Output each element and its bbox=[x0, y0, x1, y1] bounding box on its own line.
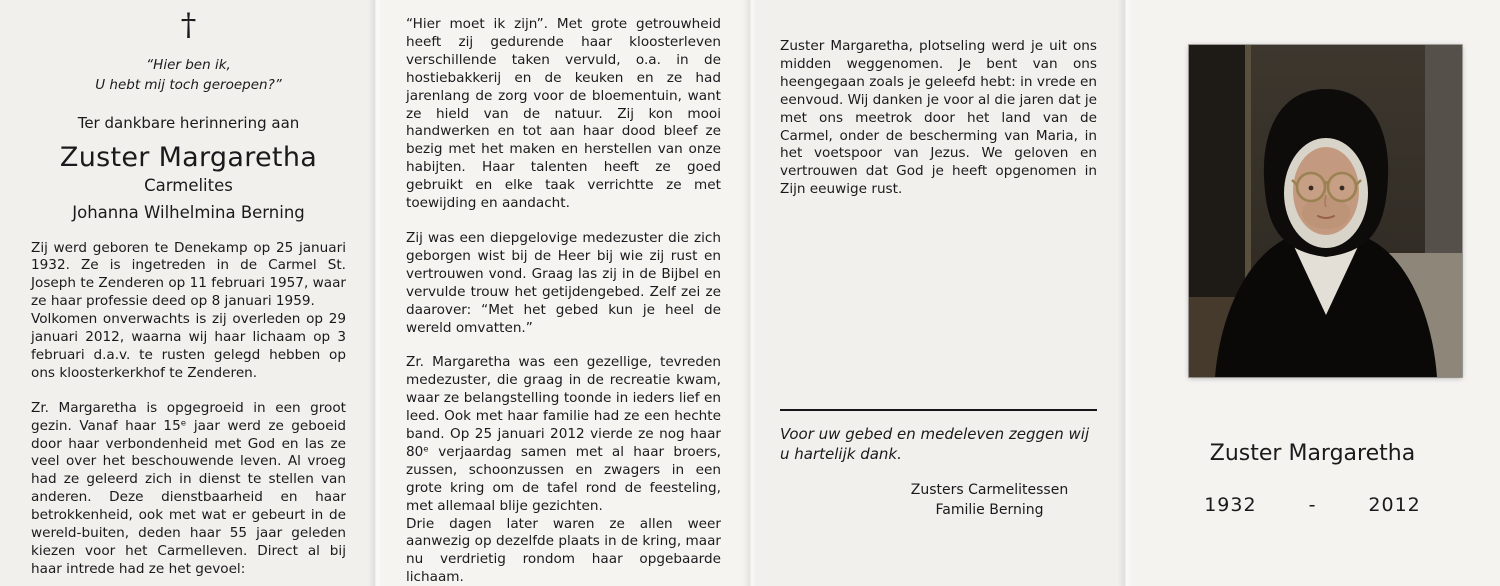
birth-name: Johanna Wilhelmina Berning bbox=[72, 202, 305, 222]
life-story-paragraph: Drie dagen later waren ze allen weer aanwezig op dezelfde plaats in de kring, maar nu verdrietig rondom haar opgebaarde lichaam. bbox=[406, 515, 721, 586]
opening-quote-line2: U hebt mij toch geroepen?” bbox=[95, 77, 282, 94]
opening-quote bbox=[31, 55, 346, 96]
thanks-text: Voor uw gebed en medeleven zeggen wij u hartelijk dank. bbox=[780, 425, 1090, 464]
life-story-paragraph: Zr. Margaretha was een gezellige, tevreden medezuster, die graag in de recreatie kwam, waar ze belangstelling toonde in ieders lief en leed. Ook met haar familie had ze een hechte band. Op 25 januari 2012 vierde ze nog haar 80ᵉ verjaardag samen met al haar broers, zussen, schoonzussen en zwagers in een grote kring om de tafel rond de feesteling, met allemaal blije gezichten. bbox=[406, 354, 721, 514]
farewell-paragraph: Zuster Margaretha, plotseling werd je uit ons midden weggenomen. Je bent van ons heengegaan zoals je geleefd hebt: in vrede en eenvoud. Wij danken je voor al die jaren dat je met ons meetrok door het land van de Carmel, onder de bescherming van Maria, in het voetspoor van Jezus. We geloven en vertrouwen dat God je heeft opgenomen in Zijn eeuwige rust. bbox=[780, 38, 1097, 198]
signature-family: Familie Berning bbox=[935, 501, 1044, 518]
life-story-paragraph: Zij was een diepgelovige medezuster die zich geborgen wist bij de Heer bij wie zij rust en vertrouwen vond. Graag las zij in de Bijbel en vervulde trouw het getijdengebed. Zelf zei ze daarover: “Met het gebed kun je heel de wereld omvatten.” bbox=[406, 229, 721, 336]
cross-icon: † bbox=[180, 7, 197, 43]
biography-paragraph: Volkomen onverwachts is zij overleden op 29 januari 2012, waarna wij haar lichaam op 3 februari d.a.v. te rusten gelegd hebben op ons kloosterkerkhof te Zenderen. bbox=[31, 311, 346, 381]
life-years bbox=[1125, 494, 1500, 516]
portrait-caption-name: Zuster Margaretha bbox=[1209, 441, 1416, 466]
deceased-name: Zuster Margaretha bbox=[59, 141, 318, 173]
year-separator: - bbox=[1308, 494, 1317, 516]
dedication-text: Ter dankbare herinnering aan bbox=[77, 113, 300, 132]
biography-paragraph: Zr. Margaretha is opgegroeid in een groot gezin. Vanaf haar 15ᵉ jaar werd ze geboeid door haar verbondenheid met God en las ze veel over het beschouwende leven. Al vroeg had ze geleerd zich in dienst te stellen van anderen. Deze dienstbaarheid en haar betrokkenheid, ook met wat er gebeurt in de wereld-buiten, deden haar 55 jaar geleden kiezen voor het Carmelleven. Direct al bij haar intrede had ze het gevoel: bbox=[31, 399, 346, 577]
birth-year: 1932 bbox=[1204, 494, 1257, 516]
nun-portrait-graphic bbox=[1189, 45, 1462, 377]
divider bbox=[780, 409, 1097, 411]
panel-dedication bbox=[0, 0, 375, 586]
opening-quote-line1: “Hier ben ik, bbox=[146, 57, 231, 73]
signature-order: Zusters Carmelitessen bbox=[910, 482, 1069, 499]
religious-order: Carmelites bbox=[144, 175, 233, 195]
signatures bbox=[882, 481, 1097, 520]
panel-farewell bbox=[750, 0, 1125, 586]
biography-paragraph: Zij werd geboren te Denekamp op 25 januari 1932. Ze is ingetreden in de Carmel St. Joseph te Zenderen op 11 februari 1957, waar ze haar professie deed op 8 januari 1959. bbox=[31, 239, 346, 310]
panel-portrait bbox=[1125, 0, 1500, 586]
portrait-photo bbox=[1189, 45, 1462, 377]
life-story-paragraph: “Hier moet ik zijn”. Met grote getrouwheid heeft zij gedurende haar kloosterleven verschillende taken vervuld, o.a. in de hostiebakkerij en de keuken en ze had jarenlang de zorg voor de bloementuin, want ze hield van de natuur. Zij kon mooi handwerken en tot aan haar dood bleef ze bezig met het maken en herstellen van onze habijten. Haar talenten heeft ze goed gebruikt en elke taak verrichtte ze met toewijding en aandacht. bbox=[406, 16, 721, 212]
panel-life-story bbox=[375, 0, 750, 586]
death-year: 2012 bbox=[1368, 494, 1421, 516]
